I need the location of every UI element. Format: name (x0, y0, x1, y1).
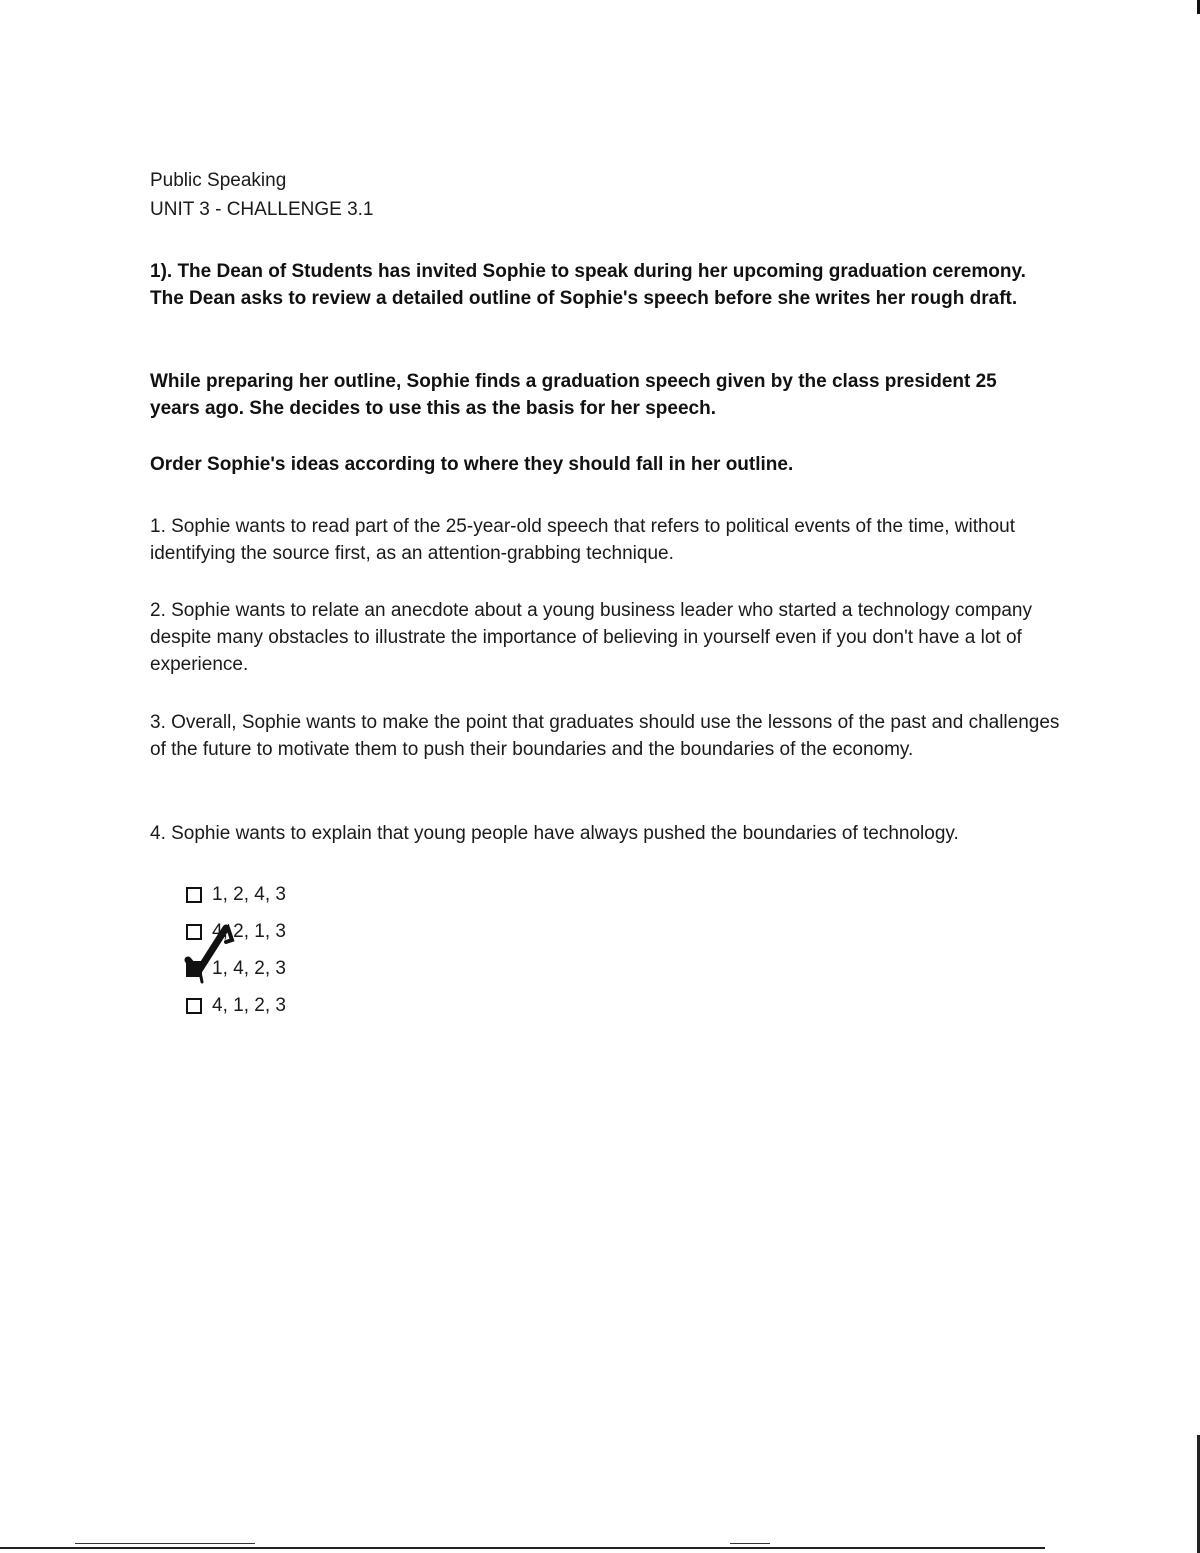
idea-item-2: 2. Sophie wants to relate an anecdote about a young business leader who started a technology company despite many obstacles to illustrate the importance of believing in yourself even if you don't have a lot of experience. (150, 600, 1032, 675)
question-instruction: Order Sophie's ideas according to where they should fall in her outline. (150, 454, 794, 475)
answer-option-label[interactable]: 1, 4, 2, 3 (212, 958, 286, 979)
course-title: Public Speaking (150, 170, 287, 191)
answer-option-label[interactable]: 4, 1, 2, 3 (212, 995, 286, 1016)
question-prompt: 1). The Dean of Students has invited Sophie to speak during her upcoming graduation ceremony. The Dean asks to review a detailed outline of Sophie's speech before she writes her rough draft. (150, 261, 1026, 309)
bottom-edge-fragment (75, 1543, 255, 1544)
handwritten-check-icon (180, 922, 240, 988)
answer-option-1[interactable] (186, 882, 286, 908)
answer-option-label[interactable]: 1, 2, 4, 3 (212, 884, 286, 905)
idea-item-3: 3. Overall, Sophie wants to make the point that graduates should use the lessons of the past and challenges of the future to motivate them to push their boundaries and the boundaries of the economy. (150, 712, 1060, 760)
checkbox-icon[interactable] (186, 887, 202, 903)
bottom-edge-line (0, 1547, 1045, 1549)
answer-option-4[interactable] (186, 993, 286, 1019)
answer-option-label[interactable]: 4, 2, 1, 3 (212, 921, 286, 942)
idea-item-4: 4. Sophie wants to explain that young people have always pushed the boundaries of technology. (150, 823, 959, 844)
checkbox-icon[interactable] (186, 998, 202, 1014)
question-context: While preparing her outline, Sophie finds a graduation speech given by the class president 25 years ago. She decides to use this as the basis for her speech. (150, 371, 997, 419)
bottom-edge-fragment (730, 1543, 770, 1544)
idea-item-1: 1. Sophie wants to read part of the 25-year-old speech that refers to political events of the time, without identifying the source first, as an attention-grabbing technique. (150, 516, 1015, 564)
unit-title: UNIT 3 - CHALLENGE 3.1 (150, 199, 374, 220)
